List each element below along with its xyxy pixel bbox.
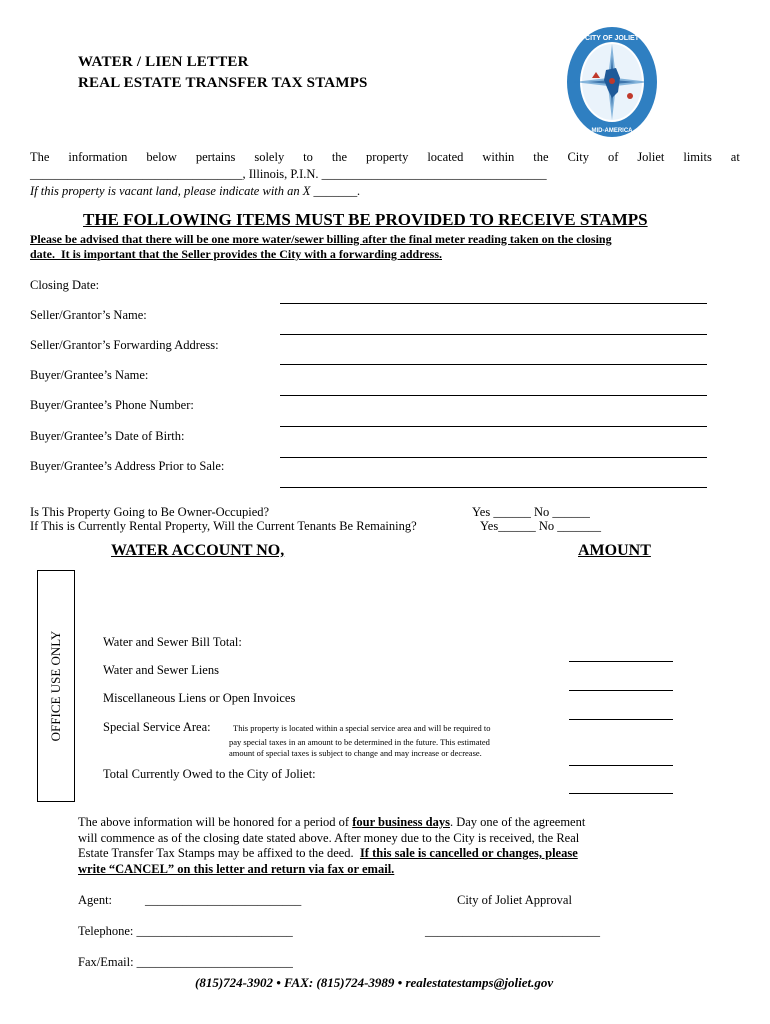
amount-heading: AMOUNT — [578, 542, 651, 559]
notice-line-2: will commence as of the closing date stated above. After money due to the City is received, the Real — [78, 830, 580, 845]
owner-occupied-question: Is This Property Going to Be Owner-Occupied? — [30, 505, 270, 519]
water-sewer-total-label: Water and Sewer Bill Total: — [103, 635, 242, 649]
field-label: Buyer/Grantee’s Name: — [30, 368, 149, 382]
telephone-field[interactable]: Telephone: _________________________ — [78, 924, 293, 938]
intro-word: of — [607, 150, 619, 164]
notice-line2: date. It is important that the Seller provides the City with a forwarding address. — [30, 247, 442, 261]
svg-text:CITY OF JOLIET: CITY OF JOLIET — [585, 35, 639, 42]
notice-text-a: The above information will be honored for a period of — [78, 815, 353, 829]
intro-word: limits — [683, 150, 712, 164]
misc-liens-label: Miscellaneous Liens or Open Invoices — [103, 691, 296, 705]
intro-word: information — [68, 150, 128, 164]
total-owed-line[interactable] — [569, 793, 673, 794]
intro-word: below — [146, 150, 177, 164]
intro-word: to — [303, 150, 313, 164]
contact-info: (815)724-3902 • FAX: (815)724-3989 • realestatestamps@joliet.gov — [195, 975, 554, 990]
special-service-note-line1: This property is located within a special service area and will be required to — [233, 723, 491, 733]
special-service-note-line3: amount of special taxes is subject to change and may increase or decrease. — [229, 748, 482, 758]
city-approval-label: City of Joliet Approval — [457, 893, 572, 907]
intro-word: the — [331, 150, 348, 164]
special-service-note-line2: pay special taxes in an amount to be determined in the future. This estimated — [229, 737, 490, 747]
requirements-heading: THE FOLLOWING ITEMS MUST BE PROVIDED TO RECEIVE STAMPS — [83, 210, 648, 229]
total-owed-label: Total Currently Owed to the City of Joliet: — [103, 767, 316, 781]
notice-line1: Please be advised that there will be one more water/sewer billing after the final meter reading taken on the closing — [30, 232, 612, 246]
field-label: Seller/Grantor’s Name: — [30, 308, 147, 322]
tenants-remaining-question: If This is Currently Rental Property, Will the Current Tenants Be Remaining? — [30, 519, 417, 533]
page-title: WATER / LIEN LETTER — [78, 54, 249, 70]
four-business-days: four business days — [352, 815, 450, 829]
fax-email-field[interactable]: Fax/Email: _________________________ — [78, 955, 293, 969]
city-seal-logo — [566, 26, 658, 138]
intro-word: The — [30, 150, 50, 164]
intro-word: property — [366, 150, 409, 164]
intro-word: within — [482, 150, 515, 164]
validity-notice — [78, 815, 672, 877]
water-sewer-liens-label: Water and Sewer Liens — [103, 663, 219, 677]
owner-occupied-answer[interactable]: Yes ______ No ______ — [472, 505, 590, 519]
office-use-box — [37, 570, 75, 802]
field-label: Closing Date: — [30, 278, 100, 292]
field-label: Buyer/Grantee’s Address Prior to Sale: — [30, 459, 225, 473]
intro-word: the — [533, 150, 549, 164]
field-input-line[interactable] — [280, 487, 707, 488]
svg-text:MID-AMERICA: MID-AMERICA — [591, 128, 633, 134]
field-input-line[interactable] — [280, 364, 707, 365]
notice-text-c: . Day one of the agreement — [449, 815, 586, 829]
field-input-line[interactable] — [280, 395, 707, 396]
notice-text-3a: Estate Transfer Tax Stamps may be affixed to the deed. — [78, 846, 360, 860]
water-sewer-liens-line[interactable] — [569, 690, 673, 691]
special-service-line[interactable] — [569, 765, 673, 766]
approval-signature-line[interactable]: ____________________________ — [425, 924, 600, 938]
intro-word: at — [730, 150, 740, 164]
intro-word: City — [567, 150, 590, 164]
special-service-label: Special Service Area: — [103, 720, 211, 734]
field-label: Buyer/Grantee’s Phone Number: — [30, 398, 194, 412]
field-label: Seller/Grantor’s Forwarding Address: — [30, 338, 219, 352]
page-subtitle: REAL ESTATE TRANSFER TAX STAMPS — [78, 75, 368, 91]
water-account-heading: WATER ACCOUNT NO, — [111, 542, 285, 559]
agent-label: Agent: — [78, 893, 113, 907]
field-input-line[interactable] — [280, 426, 707, 427]
cancel-instruction-b: write “CANCEL” on this letter and return via fax or email. — [78, 861, 395, 876]
cancel-instruction-a: If this sale is cancelled or changes, please — [359, 846, 578, 860]
water-sewer-total-line[interactable] — [569, 661, 673, 662]
intro-line1 — [30, 150, 740, 165]
field-label: Buyer/Grantee’s Date of Birth: — [30, 429, 185, 443]
intro-line2: __________________________________, Illinois, P.I.N. ____________________________________ — [30, 167, 547, 181]
office-use-label: OFFICE USE ONLY — [48, 630, 63, 742]
intro-word: located — [427, 150, 464, 164]
field-input-line[interactable] — [280, 303, 707, 304]
misc-liens-line[interactable] — [569, 719, 673, 720]
intro-word: Joliet — [637, 150, 665, 164]
agent-line[interactable]: _________________________ — [145, 893, 302, 907]
intro-word: solely — [254, 150, 285, 164]
vacant-land-note: If this property is vacant land, please indicate with an X _______. — [30, 184, 361, 198]
tenants-remaining-answer[interactable]: Yes______ No _______ — [480, 519, 601, 533]
field-input-line[interactable] — [280, 334, 707, 335]
field-input-line[interactable] — [280, 457, 707, 458]
intro-word: pertains — [195, 150, 236, 164]
